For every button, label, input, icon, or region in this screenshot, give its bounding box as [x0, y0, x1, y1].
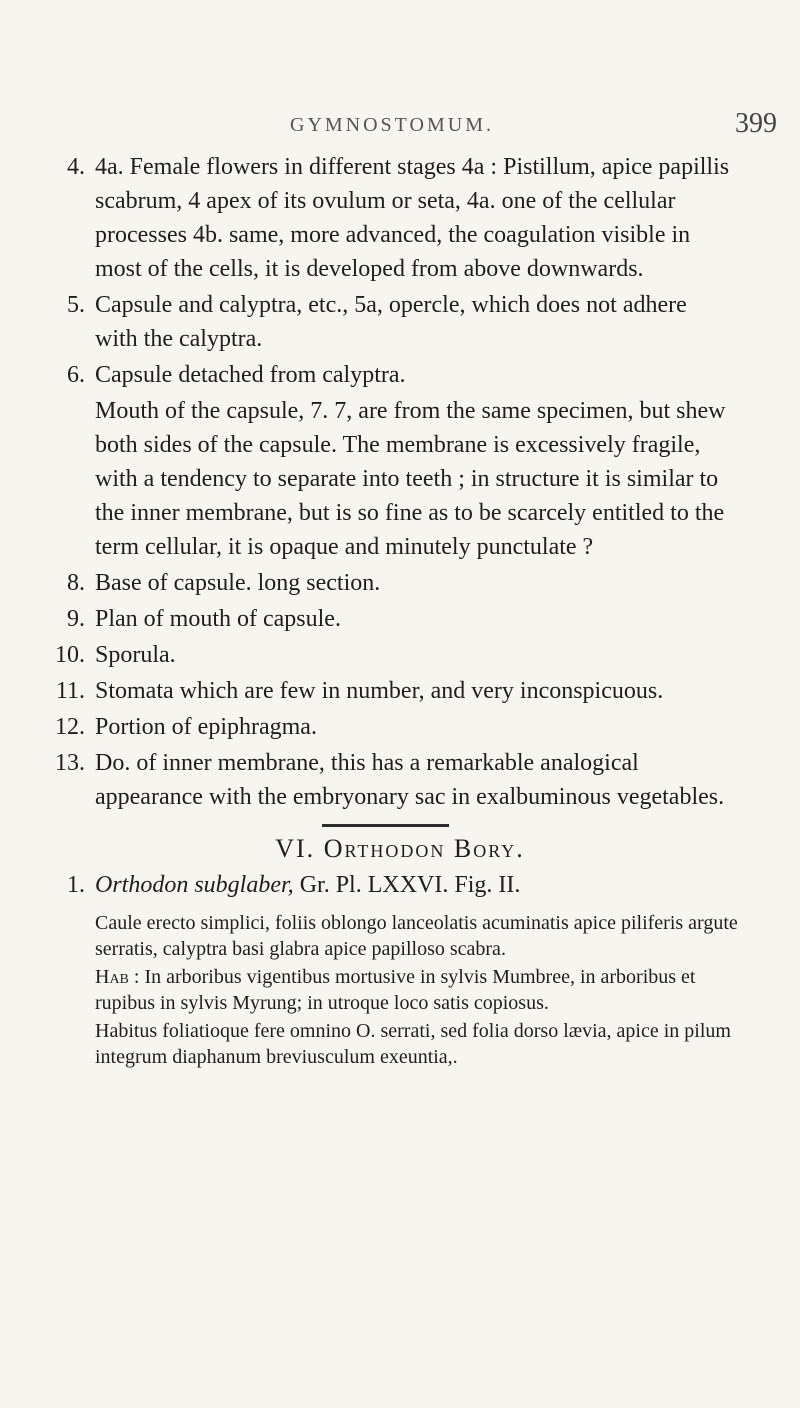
page-number: 399: [735, 108, 777, 139]
running-head: GYMNOSTOMUM.: [290, 114, 494, 136]
item-text: Plan of mouth of capsule.: [95, 606, 341, 632]
section-number: VI.: [275, 834, 316, 863]
item-text: Capsule detached from calyptra.: [95, 362, 406, 388]
list-item: [67, 150, 735, 286]
item-text: Mouth of the capsule, 7. 7, are from the same specimen, but shew both sides of the capsule. The membrane is excessively fragile, with a tendency to separate into teeth ; in structure it is similar to the inner membrane, but is so fine as to be scarcely entitled to the term cellular, it is opaque and minutely punctulate ?: [95, 398, 726, 560]
species-plate-ref: Gr. Pl. LXXVI. Fig. II.: [299, 872, 521, 898]
habitus-text: Habitus foliatioque fere omnino O. serrati, sed folia dorso lævia, apice in pilum integrum diaphanum breviusculum exeuntia,.: [95, 1020, 731, 1068]
section-heading: [0, 834, 800, 864]
item-number: 13.: [55, 750, 85, 776]
item-number: 4.: [67, 154, 85, 180]
list-item: [55, 746, 735, 814]
item-text: Base of capsule. long section.: [95, 570, 381, 596]
genus-author: Bory.: [453, 834, 525, 863]
list-item: [55, 674, 735, 708]
lower-text-block: [95, 910, 755, 1070]
item-text: Sporula.: [95, 642, 176, 668]
item-number: 8.: [67, 570, 85, 596]
list-item: [55, 638, 735, 672]
habitat-label: Hab :: [95, 966, 140, 988]
item-number: 5.: [67, 292, 85, 318]
item-text: Capsule and calyptra, etc., 5a, opercle, which does not adhere with the calyptra.: [95, 292, 687, 352]
list-item: [67, 566, 735, 600]
item-text: Portion of epiphragma.: [95, 714, 317, 740]
section-divider: [322, 824, 449, 827]
item-number: 12.: [55, 714, 85, 740]
habitat-paragraph: [95, 964, 755, 1016]
description-paragraph: [95, 910, 755, 962]
item-text: Stomata which are few in number, and very inconspicuous.: [95, 678, 664, 704]
item-number: 11.: [55, 678, 85, 704]
species-number: 1.: [67, 872, 85, 898]
species-name: Orthodon subglaber,: [95, 872, 294, 898]
list-item: [55, 710, 735, 744]
habitat-text: In arboribus vigentibus mortusive in sylvis Mumbree, in arboribus et rupibus in sylvis Myrung; in utroque loco satis copiosus.: [95, 966, 696, 1014]
list-item: [67, 358, 735, 392]
item-text: Do. of inner membrane, this has a remarkable analogical appearance with the embryonary sac in exalbuminous vegetables.: [95, 750, 725, 810]
item-number: 6.: [67, 362, 85, 388]
species-heading: [67, 872, 755, 899]
genus-name: Orthodon: [323, 834, 446, 863]
item-number: 10.: [55, 642, 85, 668]
list-item: [67, 288, 735, 356]
habitus-paragraph: [95, 1018, 755, 1070]
item-text: 4a. Female flowers in different stages 4a : Pistillum, apice papillis scabrum, 4 apex of its ovulum or seta, 4a. one of the cellular processes 4b. same, more advanced, the coagulation visible in most of the cells, it is developed from above downwards.: [95, 154, 730, 282]
description-text: Caule erecto simplici, foliis oblongo lanceolatis acuminatis apice piliferis argute serratis, calyptra basi glabra apice papilloso scabra.: [95, 912, 738, 960]
item-number: 9.: [67, 606, 85, 632]
page-header: [0, 106, 800, 146]
list-item: [95, 394, 735, 564]
list-item: [67, 602, 735, 636]
